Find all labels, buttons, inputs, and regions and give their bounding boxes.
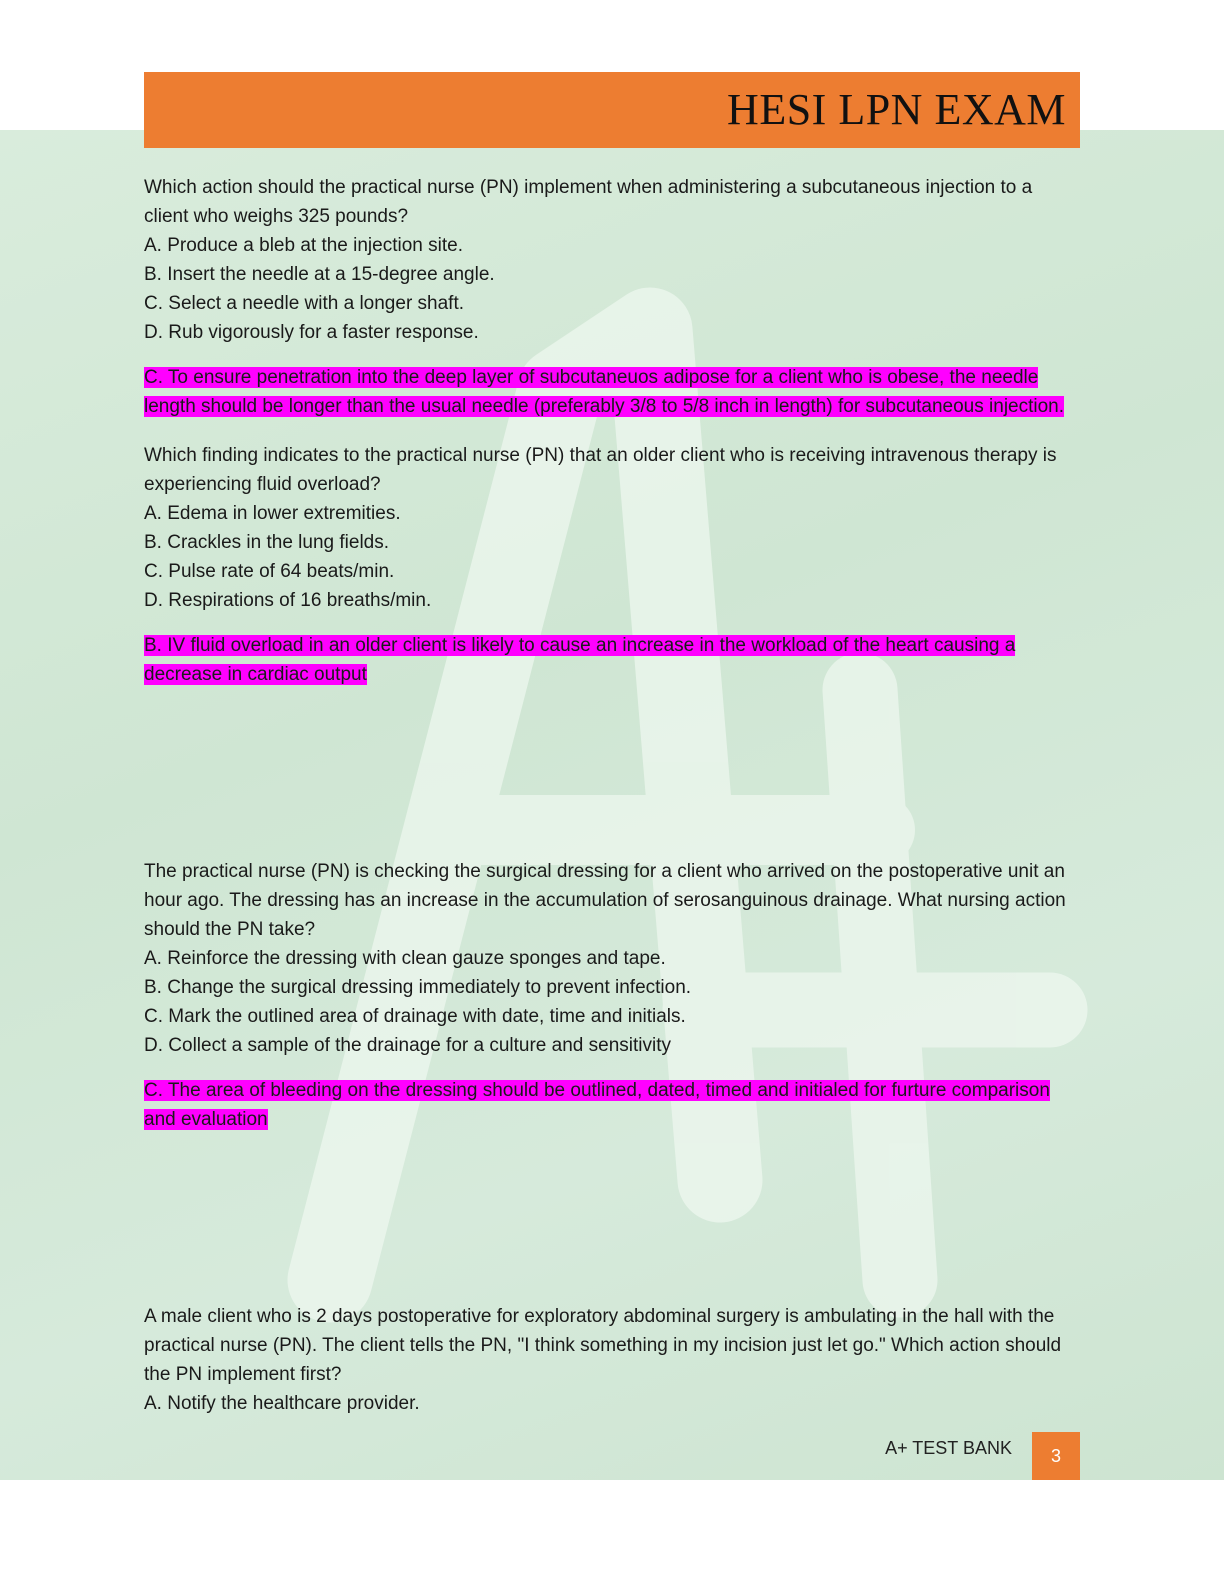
page-title: HESI LPN EXAM [727, 85, 1066, 134]
blank-space [144, 1154, 1080, 1302]
question-stem: Which action should the practical nurse (PN) implement when administering a subcutaneous injection to a client who weighs 325 pounds? [144, 177, 1033, 227]
header-bar [144, 72, 1080, 148]
page-footer [880, 1432, 1080, 1472]
question-stem: Which finding indicates to the practical nurse (PN) that an older client who is receiving intravenous therapy is experiencing fluid overload? [144, 445, 1057, 495]
answer-option: C. Mark the outlined area of drainage with date, time and initials. [144, 1006, 686, 1027]
answer-option: C. Pulse rate of 64 beats/min. [144, 561, 395, 582]
answer-option: B. Crackles in the lung fields. [144, 532, 390, 553]
question-stem: The practical nurse (PN) is checking the surgical dressing for a client who arrived on the postoperative unit an hour ago. The dressing has an increase in the accumulation of serosanguinous drainage. What nursing action should the PN take? [144, 861, 1066, 940]
answer-option: A. Produce a bleb at the injection site. [144, 235, 463, 256]
page-number: 3 [1032, 1432, 1080, 1480]
highlighted-answer [144, 363, 1080, 421]
question-block [144, 441, 1080, 689]
blank-space [144, 709, 1080, 857]
highlighted-answer [144, 631, 1080, 689]
answer-text: B. IV fluid overload in an older client is likely to cause an increase in the workload of the heart causing a decrease in cardiac output [144, 635, 1016, 685]
answer-option: D. Collect a sample of the drainage for a culture and sensitivity [144, 1035, 671, 1056]
question-block [144, 857, 1080, 1134]
answer-option: D. Respirations of 16 breaths/min. [144, 590, 432, 611]
answer-text: C. To ensure penetration into the deep layer of subcutaneuos adipose for a client who is obese, the needle length should be longer than the usual needle (preferably 3/8 to 5/8 inch in length) for subcutaneous injection. [144, 367, 1065, 417]
answer-text: C. The area of bleeding on the dressing should be outlined, dated, timed and initialed for furture comparison and evaluation [144, 1080, 1050, 1130]
answer-option: A. Edema in lower extremities. [144, 503, 401, 524]
answer-option: A. Reinforce the dressing with clean gauze sponges and tape. [144, 948, 666, 969]
question-block [144, 173, 1080, 421]
question-block [144, 1302, 1080, 1418]
highlighted-answer [144, 1076, 1080, 1134]
footer-label: A+ TEST BANK [885, 1438, 1012, 1458]
answer-option: D. Rub vigorously for a faster response. [144, 322, 479, 343]
answer-option: A. Notify the healthcare provider. [144, 1393, 420, 1414]
answer-option: C. Select a needle with a longer shaft. [144, 293, 465, 314]
answer-option: B. Change the surgical dressing immediately to prevent infection. [144, 977, 692, 998]
answer-option: B. Insert the needle at a 15-degree angle. [144, 264, 495, 285]
question-stem: A male client who is 2 days postoperative for exploratory abdominal surgery is ambulating in the hall with the practical nurse (PN). The client tells the PN, "I think something in my incision just let go." Which action should the PN implement first? [144, 1306, 1062, 1385]
question-list [144, 173, 1080, 1418]
